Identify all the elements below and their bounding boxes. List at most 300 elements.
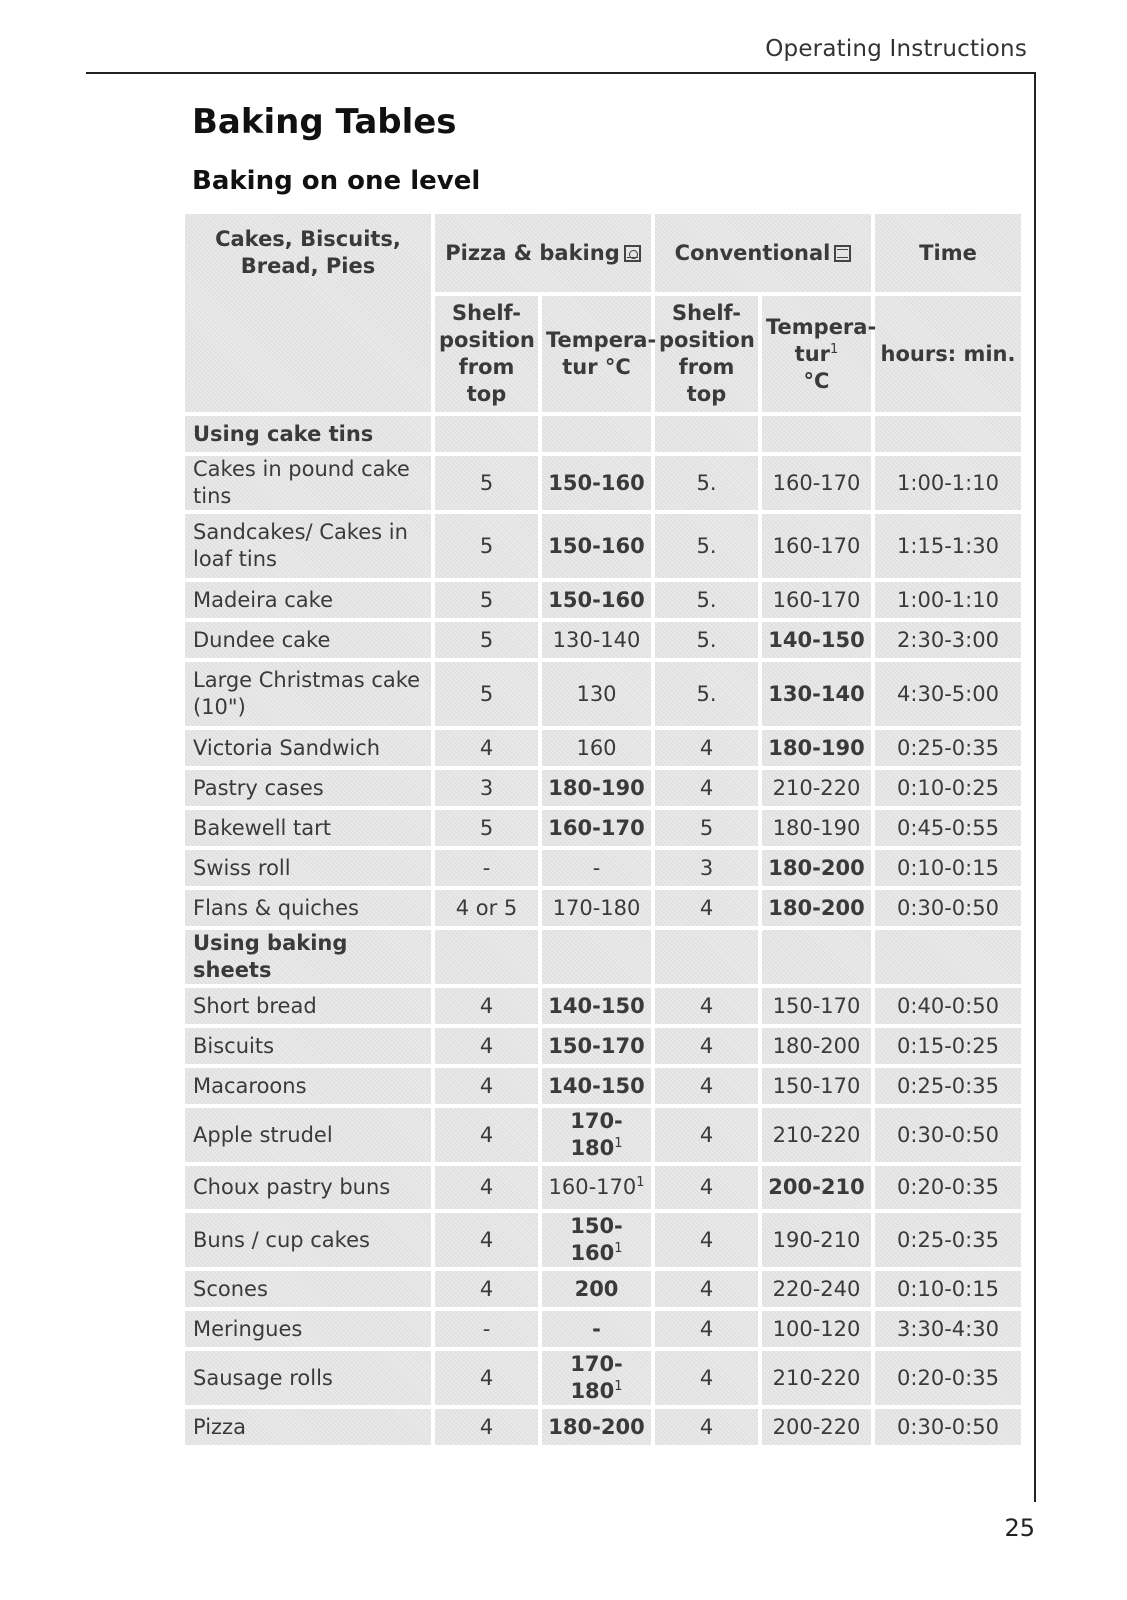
conv-shelf-value: 5.: [696, 627, 717, 652]
item-name: [185, 810, 435, 850]
footnote-marker: 1: [830, 341, 839, 357]
pizza-temp: [542, 514, 655, 582]
pizza-shelf: [435, 582, 542, 622]
conv-shelf-value: 4: [699, 993, 714, 1018]
item-name: [185, 850, 435, 890]
bake-time: [875, 770, 1021, 810]
conv-shelf-value: 4: [699, 1073, 714, 1098]
pizza-shelf-value: 5: [479, 815, 494, 840]
conv-shelf: [655, 456, 762, 514]
conv-shelf: [655, 1271, 762, 1311]
item-name: [185, 1068, 435, 1108]
pizza-temp-value: 130: [576, 681, 617, 706]
pizza-shelf-value: 5: [479, 587, 494, 612]
pizza-shelf-value: 5: [479, 627, 494, 652]
footnote-marker: 1: [614, 1379, 623, 1394]
pizza-shelf-value: 4: [479, 1033, 494, 1058]
section-row: [185, 930, 1021, 988]
pizza-shelf-value: 4: [479, 1122, 494, 1147]
pizza-shelf: [435, 730, 542, 770]
pizza-temp: [542, 1213, 655, 1271]
item-name-value: Large Christmas cake (10"): [193, 668, 421, 719]
pizza-shelf: [435, 1351, 542, 1409]
table-body: [185, 416, 1021, 1449]
item-name-value: Biscuits: [193, 1033, 275, 1058]
item-name-value: Macaroons: [193, 1073, 307, 1098]
pizza-temp-value: 170-180: [552, 895, 641, 920]
pizza-shelf-value: 5: [479, 681, 494, 706]
bake-time-value: 0:45-0:55: [897, 815, 999, 840]
conv-temp-value: 160-170: [772, 533, 861, 558]
pizza-temp: [542, 1068, 655, 1108]
conv-temp-value: 180-190: [772, 815, 861, 840]
section-empty-cell: [762, 930, 875, 988]
bake-time-value: 0:25-0:35: [897, 1227, 999, 1252]
bake-time-value: 0:15-0:25: [897, 1033, 999, 1058]
pizza-shelf-value: 3: [479, 775, 494, 800]
conv-shelf-value: 4: [699, 1122, 714, 1147]
bake-time: [875, 988, 1021, 1028]
bake-time: [875, 514, 1021, 582]
section-empty-cell: [875, 416, 1021, 456]
item-name: [185, 1271, 435, 1311]
pizza-temp-value: 140-150: [548, 993, 645, 1018]
section-label: Using cake tins: [185, 416, 435, 456]
bake-time: [875, 890, 1021, 930]
item-name-value: Dundee cake: [193, 627, 331, 652]
conv-temp: [762, 514, 875, 582]
section-row: [185, 416, 1021, 456]
conv-temp: [762, 890, 875, 930]
item-name: [185, 1213, 435, 1271]
bake-time: [875, 1311, 1021, 1351]
pizza-shelf-value: 4: [479, 1175, 494, 1199]
conv-shelf-value: 5.: [696, 587, 717, 612]
pizza-shelf-value: 4 or 5: [455, 895, 518, 920]
header-time-unit: hours: min.: [875, 296, 1021, 416]
conv-temp: [762, 1068, 875, 1108]
header-conv-temp-a: Tempera-: [766, 314, 877, 339]
conv-shelf-value: 4: [699, 1365, 714, 1390]
pizza-shelf-value: -: [482, 855, 491, 880]
section-empty-cell: [655, 930, 762, 988]
pizza-shelf: [435, 810, 542, 850]
pizza-temp: [542, 582, 655, 622]
pizza-temp: [542, 1166, 655, 1213]
pizza-temp: [542, 456, 655, 514]
bake-time-value: 0:10-0:25: [897, 775, 999, 800]
table-row: [185, 1271, 1021, 1311]
item-name-value: Sandcakes/ Cakes in loaf tins: [193, 520, 408, 571]
table-row: [185, 810, 1021, 850]
pizza-temp: [542, 890, 655, 930]
item-name-value: Meringues: [193, 1316, 303, 1341]
bake-time: [875, 810, 1021, 850]
footnote-marker: 1: [614, 1241, 623, 1256]
bake-time: [875, 662, 1021, 730]
pizza-temp: [542, 810, 655, 850]
item-name: [185, 514, 435, 582]
conv-temp: [762, 1271, 875, 1311]
pizza-shelf-value: 4: [479, 1365, 494, 1390]
bake-time-value: 4:30-5:00: [897, 681, 999, 706]
pizza-temp-value: 150-160: [570, 1214, 623, 1265]
pizza-shelf: [435, 850, 542, 890]
conv-shelf: [655, 730, 762, 770]
conv-shelf-value: 4: [699, 1175, 714, 1199]
pizza-shelf: [435, 1166, 542, 1213]
conv-temp-value: 140-150: [768, 627, 865, 652]
conv-temp: [762, 1213, 875, 1271]
bake-time: [875, 582, 1021, 622]
conv-shelf: [655, 1409, 762, 1449]
table-row: [185, 1108, 1021, 1166]
conv-shelf: [655, 850, 762, 890]
conv-shelf-value: 4: [699, 1316, 714, 1341]
conv-temp-value: 180-190: [768, 735, 865, 760]
pizza-shelf: [435, 622, 542, 662]
conv-shelf-value: 4: [699, 775, 714, 800]
pizza-temp: [542, 730, 655, 770]
header-conv-temp-b: tur: [794, 341, 831, 366]
bake-time-value: 0:20-0:35: [897, 1365, 999, 1390]
item-name-value: Bakewell tart: [193, 815, 332, 840]
conv-shelf: [655, 810, 762, 850]
pizza-shelf: [435, 890, 542, 930]
table-row: [185, 622, 1021, 662]
table-row: [185, 890, 1021, 930]
item-name: [185, 1311, 435, 1351]
conventional-oven-icon: [834, 245, 851, 262]
conv-shelf: [655, 1213, 762, 1271]
conv-temp-value: 180-200: [768, 895, 865, 920]
item-name-value: Scones: [193, 1276, 268, 1301]
item-name-value: Pizza: [193, 1414, 246, 1439]
conv-shelf-value: 5.: [696, 533, 717, 558]
conv-temp: [762, 770, 875, 810]
section-empty-cell: [435, 416, 542, 456]
item-name-value: Short bread: [193, 993, 317, 1018]
pizza-temp-value: -: [592, 855, 601, 880]
bake-time: [875, 1068, 1021, 1108]
bake-time-value: 0:25-0:35: [897, 1073, 999, 1098]
conv-temp: [762, 730, 875, 770]
item-name: [185, 456, 435, 514]
conv-temp: [762, 810, 875, 850]
bake-time-value: 0:25-0:35: [897, 735, 999, 760]
conv-temp: [762, 1028, 875, 1068]
conv-temp-value: 180-200: [772, 1033, 861, 1058]
bake-time: [875, 1108, 1021, 1166]
pizza-temp-value: 180-200: [548, 1414, 645, 1439]
table-row: [185, 1028, 1021, 1068]
pizza-temp-value: 170-180: [570, 1109, 623, 1160]
item-name: [185, 662, 435, 730]
item-name: [185, 730, 435, 770]
baking-table: [185, 214, 1021, 1449]
bake-time-value: 0:30-0:50: [897, 1414, 999, 1439]
pizza-temp: [542, 1108, 655, 1166]
bake-time-value: 3:30-4:30: [897, 1316, 999, 1341]
section-empty-cell: [542, 930, 655, 988]
conv-temp-value: 130-140: [768, 681, 865, 706]
conv-temp-value: 210-220: [772, 1365, 861, 1390]
conv-shelf: [655, 1311, 762, 1351]
item-name-value: Apple strudel: [193, 1122, 333, 1147]
conv-shelf-value: 5: [699, 815, 714, 840]
conv-temp-value: 100-120: [772, 1316, 861, 1341]
conv-temp-value: 220-240: [772, 1276, 861, 1301]
conv-temp: [762, 1351, 875, 1409]
item-name: [185, 582, 435, 622]
item-name: [185, 1409, 435, 1449]
conv-shelf: [655, 1028, 762, 1068]
page-right-rule: [1034, 72, 1036, 1502]
item-name-value: Sausage rolls: [193, 1365, 333, 1390]
pizza-shelf-value: 4: [479, 1227, 494, 1252]
section-subtitle: Baking on one level: [192, 166, 481, 196]
item-name-value: Victoria Sandwich: [193, 735, 381, 760]
pizza-shelf-value: 4: [479, 993, 494, 1018]
header-category: [185, 214, 435, 416]
conv-shelf: [655, 1166, 762, 1213]
pizza-temp: [542, 1409, 655, 1449]
pizza-shelf: [435, 770, 542, 810]
conv-shelf-value: 4: [699, 1033, 714, 1058]
pizza-temp: [542, 1351, 655, 1409]
conv-temp: [762, 662, 875, 730]
bake-time: [875, 850, 1021, 890]
conv-shelf: [655, 514, 762, 582]
pizza-temp-value: 160-170: [548, 815, 645, 840]
header-category-label: Cakes, Biscuits, Bread, Pies: [215, 227, 401, 278]
table-row: [185, 1409, 1021, 1449]
bake-time-value: 0:30-0:50: [897, 895, 999, 920]
pizza-temp: [542, 770, 655, 810]
bake-time-value: 1:00-1:10: [897, 470, 999, 495]
item-name-value: Cakes in pound cake tins: [193, 457, 410, 508]
bake-time-value: 0:20-0:35: [897, 1175, 999, 1199]
item-name-value: Pastry cases: [193, 775, 324, 800]
conv-temp: [762, 988, 875, 1028]
table-row: [185, 582, 1021, 622]
bake-time: [875, 622, 1021, 662]
section-empty-cell: [542, 416, 655, 456]
pizza-shelf: [435, 1271, 542, 1311]
table-row: [185, 850, 1021, 890]
item-name: [185, 890, 435, 930]
section-empty-cell: [875, 930, 1021, 988]
pizza-shelf: [435, 662, 542, 730]
header-rule: [86, 72, 1036, 74]
conv-temp-value: 180-200: [768, 855, 865, 880]
conv-temp: [762, 850, 875, 890]
running-header: Operating Instructions: [765, 36, 1027, 62]
pizza-shelf: [435, 1028, 542, 1068]
conv-shelf: [655, 622, 762, 662]
item-name-value: Flans & quiches: [193, 895, 359, 920]
bake-time: [875, 1351, 1021, 1409]
conv-shelf: [655, 1068, 762, 1108]
pizza-shelf: [435, 514, 542, 582]
pizza-temp-value: 160-170: [548, 1175, 637, 1199]
header-pizza-shelf: Shelf- position from top: [435, 296, 542, 416]
header-conv-temp-c: °C: [803, 368, 830, 393]
conv-temp-value: 210-220: [772, 1122, 861, 1147]
pizza-shelf-value: 4: [479, 1414, 494, 1439]
table-row: [185, 1213, 1021, 1271]
item-name: [185, 1028, 435, 1068]
pizza-shelf: [435, 1311, 542, 1351]
pizza-shelf: [435, 1213, 542, 1271]
footnote-marker: 1: [636, 1175, 645, 1190]
page-title: Baking Tables: [192, 102, 457, 142]
bake-time-value: 0:30-0:50: [897, 1122, 999, 1147]
conv-temp: [762, 456, 875, 514]
conv-shelf-value: 5.: [696, 681, 717, 706]
conv-shelf: [655, 988, 762, 1028]
conv-shelf: [655, 1351, 762, 1409]
bake-time-value: 0:40-0:50: [897, 993, 999, 1018]
page-number: 25: [1004, 1514, 1035, 1542]
item-name: [185, 1166, 435, 1213]
conv-temp-value: 210-220: [772, 775, 861, 800]
pizza-shelf: [435, 456, 542, 514]
item-name: [185, 988, 435, 1028]
table-header-row-modes: [185, 214, 1021, 296]
bake-time: [875, 456, 1021, 514]
table-row: [185, 730, 1021, 770]
item-name: [185, 1351, 435, 1409]
pizza-shelf: [435, 1068, 542, 1108]
bake-time: [875, 1028, 1021, 1068]
pizza-temp-value: 130-140: [552, 627, 641, 652]
bake-time: [875, 1271, 1021, 1311]
pizza-temp-value: 180-190: [548, 775, 645, 800]
pizza-temp-value: -: [592, 1316, 601, 1341]
conv-temp-value: 150-170: [772, 1073, 861, 1098]
item-name-value: Madeira cake: [193, 587, 333, 612]
pizza-shelf-value: -: [482, 1316, 491, 1341]
pizza-temp: [542, 1028, 655, 1068]
table-row: [185, 662, 1021, 730]
conv-temp-value: 200-220: [772, 1414, 861, 1439]
bake-time: [875, 1409, 1021, 1449]
pizza-temp-value: 160: [576, 735, 617, 760]
header-time: Time: [875, 214, 1021, 296]
conv-temp: [762, 1409, 875, 1449]
header-conventional: [655, 214, 875, 296]
pizza-temp: [542, 1271, 655, 1311]
header-conv-shelf: Shelf- position from top: [655, 296, 762, 416]
conv-shelf: [655, 582, 762, 622]
pizza-shelf-value: 5: [479, 533, 494, 558]
header-conventional-label: Conventional: [674, 240, 831, 265]
conv-temp: [762, 1166, 875, 1213]
section-empty-cell: [655, 416, 762, 456]
item-name: [185, 622, 435, 662]
conv-shelf-value: 5.: [696, 470, 717, 495]
pizza-temp-value: 140-150: [548, 1073, 645, 1098]
table-row: [185, 770, 1021, 810]
item-name-value: Choux pastry buns: [193, 1175, 391, 1199]
conv-temp: [762, 622, 875, 662]
conv-shelf: [655, 1108, 762, 1166]
pizza-temp-value: 170-180: [570, 1352, 623, 1403]
table-row: [185, 456, 1021, 514]
pizza-temp-value: 200: [574, 1276, 619, 1301]
fan-oven-icon: [624, 245, 641, 262]
bake-time-value: 0:10-0:15: [897, 855, 999, 880]
conv-temp-value: 200-210: [768, 1175, 865, 1199]
conv-shelf: [655, 890, 762, 930]
conv-temp-value: 160-170: [772, 587, 861, 612]
conv-shelf: [655, 770, 762, 810]
pizza-temp: [542, 662, 655, 730]
conv-temp: [762, 1108, 875, 1166]
bake-time-value: 2:30-3:00: [897, 627, 999, 652]
pizza-shelf: [435, 988, 542, 1028]
pizza-temp: [542, 988, 655, 1028]
footnote-marker: 1: [614, 1136, 623, 1151]
pizza-temp-value: 150-160: [548, 470, 645, 495]
header-conv-temp: [762, 296, 875, 416]
table-row: [185, 514, 1021, 582]
conv-shelf: [655, 662, 762, 730]
conv-shelf-value: 4: [699, 1414, 714, 1439]
pizza-temp: [542, 622, 655, 662]
pizza-shelf-value: 5: [479, 470, 494, 495]
bake-time: [875, 730, 1021, 770]
pizza-temp-value: 150-160: [548, 587, 645, 612]
pizza-shelf-value: 4: [479, 735, 494, 760]
conv-shelf-value: 4: [699, 1276, 714, 1301]
conv-temp: [762, 582, 875, 622]
conv-temp-value: 160-170: [772, 470, 861, 495]
bake-time: [875, 1213, 1021, 1271]
conv-temp-value: 150-170: [772, 993, 861, 1018]
section-empty-cell: [762, 416, 875, 456]
pizza-shelf: [435, 1409, 542, 1449]
table-row: [185, 988, 1021, 1028]
bake-time-value: 1:15-1:30: [897, 533, 999, 558]
pizza-temp: [542, 1311, 655, 1351]
conv-shelf-value: 4: [699, 1227, 714, 1252]
pizza-shelf-value: 4: [479, 1073, 494, 1098]
pizza-temp-value: 150-160: [548, 533, 645, 558]
conv-shelf-value: 4: [699, 895, 714, 920]
conv-shelf-value: 3: [699, 855, 714, 880]
item-name: [185, 1108, 435, 1166]
pizza-shelf: [435, 1108, 542, 1166]
conv-temp-value: 190-210: [772, 1227, 861, 1252]
table-row: [185, 1166, 1021, 1213]
pizza-shelf-value: 4: [479, 1276, 494, 1301]
bake-time-value: 1:00-1:10: [897, 587, 999, 612]
section-label: Using baking sheets: [185, 930, 435, 988]
table-row: [185, 1351, 1021, 1409]
header-pizza-label: Pizza & baking: [445, 240, 620, 265]
item-name-value: Swiss roll: [193, 855, 291, 880]
item-name-value: Buns / cup cakes: [193, 1227, 370, 1252]
header-pizza-baking: [435, 214, 655, 296]
bake-time-value: 0:10-0:15: [897, 1276, 999, 1301]
pizza-temp: [542, 850, 655, 890]
header-pizza-temp: Tempera- tur °C: [542, 296, 655, 416]
conv-temp: [762, 1311, 875, 1351]
bake-time: [875, 1166, 1021, 1213]
section-empty-cell: [435, 930, 542, 988]
